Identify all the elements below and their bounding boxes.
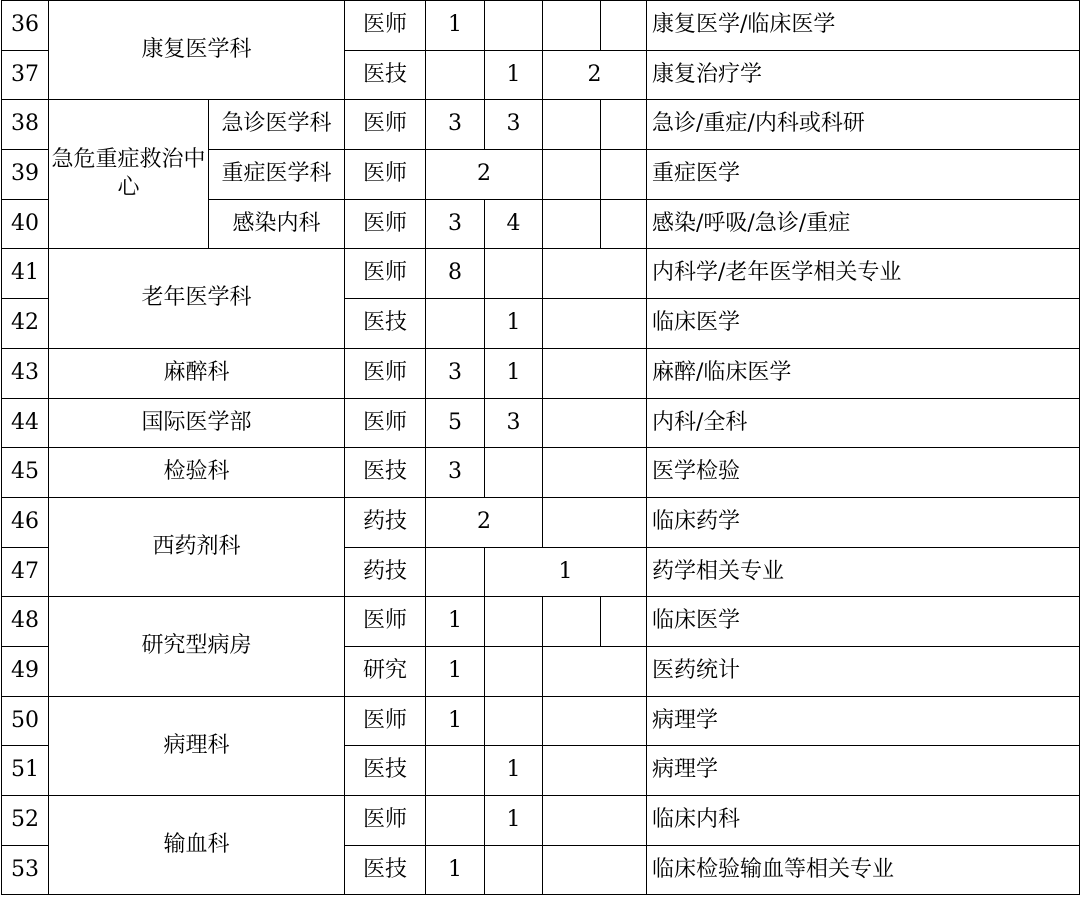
count-cell: 1: [485, 299, 543, 349]
count-cell: 4: [485, 199, 543, 249]
count-cell: [543, 448, 647, 498]
position-category: 医师: [345, 348, 426, 398]
major-requirement: 感染/呼吸/急诊/重症: [647, 199, 1080, 249]
table-row: [2, 398, 1080, 448]
row-number: 52: [2, 796, 49, 846]
department-cell: 老年医学科: [49, 249, 345, 348]
count-cell: [543, 796, 647, 846]
department-cell: 麻醉科: [49, 348, 345, 398]
major-requirement: 临床检验输血等相关专业: [647, 845, 1080, 895]
row-number: 47: [2, 547, 49, 597]
major-requirement: 内科学/老年医学相关专业: [647, 249, 1080, 299]
count-cell: [485, 696, 543, 746]
count-cell: 1: [426, 1, 485, 51]
count-cell: 8: [426, 249, 485, 299]
table-row: [2, 249, 1080, 299]
major-requirement: 病理学: [647, 746, 1080, 796]
count-cell: 5: [426, 398, 485, 448]
count-cell: [543, 199, 601, 249]
position-category: 医技: [345, 299, 426, 349]
count-cell: [485, 646, 543, 696]
count-cell: 3: [426, 199, 485, 249]
count-cell: [543, 150, 601, 200]
count-cell: 1: [485, 746, 543, 796]
major-requirement: 麻醉/临床医学: [647, 348, 1080, 398]
count-cell: 1: [485, 796, 543, 846]
department-cell: 输血科: [49, 796, 345, 895]
row-number: 51: [2, 746, 49, 796]
count-cell: [543, 299, 647, 349]
recruitment-table: [1, 0, 1080, 895]
major-requirement: 医学检验: [647, 448, 1080, 498]
sub-department-cell: 感染内科: [209, 199, 345, 249]
count-cell: [543, 497, 647, 547]
row-number: 38: [2, 100, 49, 150]
count-cell: [601, 597, 647, 647]
count-cell: [543, 696, 647, 746]
count-cell: [485, 845, 543, 895]
row-number: 43: [2, 348, 49, 398]
major-requirement: 临床内科: [647, 796, 1080, 846]
count-cell: 3: [426, 448, 485, 498]
major-requirement: 临床医学: [647, 597, 1080, 647]
position-category: 医师: [345, 100, 426, 150]
table-row: [2, 1, 1080, 51]
position-category: 医师: [345, 796, 426, 846]
row-number: 50: [2, 696, 49, 746]
row-number: 49: [2, 646, 49, 696]
table-row: [2, 597, 1080, 647]
position-category: 医技: [345, 448, 426, 498]
row-number: 48: [2, 597, 49, 647]
count-cell: 1: [485, 547, 647, 597]
count-cell: [543, 646, 647, 696]
row-number: 45: [2, 448, 49, 498]
count-cell: [485, 448, 543, 498]
count-cell: [601, 150, 647, 200]
count-cell: [543, 1, 601, 51]
department-cell: 西药剂科: [49, 497, 345, 596]
count-cell: 1: [485, 50, 543, 100]
table-row: [2, 100, 1080, 150]
count-cell: [543, 348, 647, 398]
major-requirement: 内科/全科: [647, 398, 1080, 448]
major-requirement: 重症医学: [647, 150, 1080, 200]
row-number: 39: [2, 150, 49, 200]
major-requirement: 康复医学/临床医学: [647, 1, 1080, 51]
count-cell: [601, 100, 647, 150]
table-row: [2, 497, 1080, 547]
department-cell: 检验科: [49, 448, 345, 498]
major-requirement: 康复治疗学: [647, 50, 1080, 100]
row-number: 37: [2, 50, 49, 100]
count-cell: 2: [543, 50, 647, 100]
count-cell: [543, 845, 647, 895]
row-number: 36: [2, 1, 49, 51]
count-cell: [543, 597, 601, 647]
major-requirement: 病理学: [647, 696, 1080, 746]
count-cell: 1: [426, 646, 485, 696]
position-category: 研究: [345, 646, 426, 696]
count-cell: 2: [426, 497, 543, 547]
sub-department-cell: 重症医学科: [209, 150, 345, 200]
count-cell: [426, 50, 485, 100]
position-category: 药技: [345, 547, 426, 597]
row-number: 41: [2, 249, 49, 299]
major-requirement: 临床药学: [647, 497, 1080, 547]
department-cell: 研究型病房: [49, 597, 345, 696]
count-cell: 1: [426, 597, 485, 647]
department-cell: 国际医学部: [49, 398, 345, 448]
position-category: 医师: [345, 696, 426, 746]
count-cell: [485, 1, 543, 51]
row-number: 53: [2, 845, 49, 895]
count-cell: [426, 746, 485, 796]
position-category: 医师: [345, 249, 426, 299]
count-cell: [601, 1, 647, 51]
row-number: 40: [2, 199, 49, 249]
position-category: 医师: [345, 597, 426, 647]
table-row: [2, 448, 1080, 498]
count-cell: [426, 547, 485, 597]
count-cell: 3: [485, 398, 543, 448]
major-requirement: 急诊/重症/内科或科研: [647, 100, 1080, 150]
position-category: 医师: [345, 1, 426, 51]
count-cell: 1: [485, 348, 543, 398]
table-row: [2, 348, 1080, 398]
count-cell: [426, 796, 485, 846]
sub-department-cell: 急诊医学科: [209, 100, 345, 150]
position-category: 医技: [345, 746, 426, 796]
count-cell: [543, 249, 647, 299]
major-requirement: 临床医学: [647, 299, 1080, 349]
position-category: 医师: [345, 199, 426, 249]
department-cell: 康复医学科: [49, 1, 345, 100]
count-cell: [485, 597, 543, 647]
major-requirement: 药学相关专业: [647, 547, 1080, 597]
count-cell: 1: [426, 845, 485, 895]
count-cell: [543, 746, 647, 796]
row-number: 44: [2, 398, 49, 448]
position-category: 医师: [345, 150, 426, 200]
count-cell: 3: [426, 348, 485, 398]
position-category: 医师: [345, 398, 426, 448]
count-cell: [485, 249, 543, 299]
department-cell: 急危重症救治中心: [49, 100, 209, 249]
department-cell: 病理科: [49, 696, 345, 795]
count-cell: 3: [426, 100, 485, 150]
count-cell: 2: [426, 150, 543, 200]
position-category: 医技: [345, 845, 426, 895]
count-cell: [601, 199, 647, 249]
count-cell: 3: [485, 100, 543, 150]
major-requirement: 医药统计: [647, 646, 1080, 696]
position-category: 医技: [345, 50, 426, 100]
table-row: [2, 696, 1080, 746]
count-cell: [426, 299, 485, 349]
count-cell: [543, 398, 647, 448]
count-cell: [543, 100, 601, 150]
row-number: 46: [2, 497, 49, 547]
count-cell: 1: [426, 696, 485, 746]
position-category: 药技: [345, 497, 426, 547]
row-number: 42: [2, 299, 49, 349]
table-row: [2, 796, 1080, 846]
